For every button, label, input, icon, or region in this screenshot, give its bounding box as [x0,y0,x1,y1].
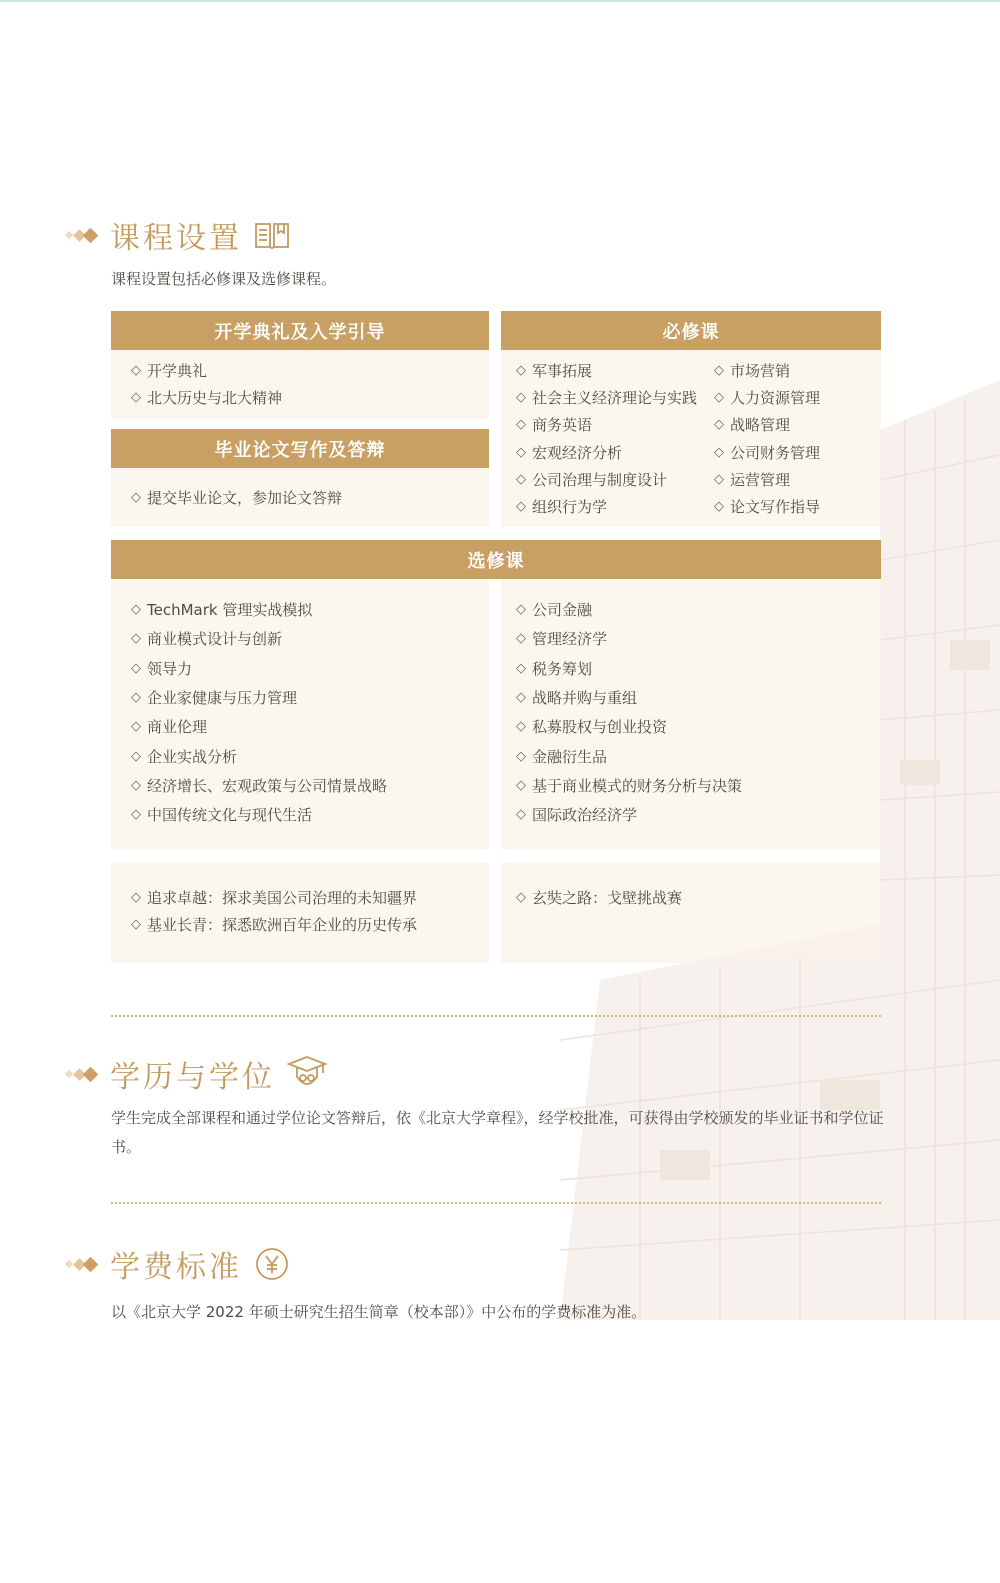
elective-list-right [516,595,742,829]
tuition-section-header [64,1242,290,1286]
opening-title-bar: 开学典礼及入学引导 [111,311,489,350]
extra-list-left [131,884,417,938]
extra-list-right [516,884,682,911]
list-item: ◇ 税务筹划 [516,654,742,683]
list-item: ◇ 公司治理与制度设计 [516,466,697,493]
list-item: ◇ 私募股权与创业投资 [516,712,742,741]
list-item: ◇ 运营管理 [714,466,820,493]
thesis-list [131,484,342,511]
dotted-divider [111,1202,881,1204]
degree-section-title: 学历与学位 [110,1060,275,1095]
dotted-divider [111,1015,881,1017]
course-section-title: 课程设置 [110,221,242,256]
list-item: ◇ 国际政治经济学 [516,800,742,829]
elective-list-left [131,595,387,829]
list-item: ◇ 追求卓越：探求美国公司治理的未知疆界 [131,884,417,911]
list-item: ◇ 基业长青：探悉欧洲百年企业的历史传承 [131,911,417,938]
book-icon [254,220,290,250]
list-item: ◇ 管理经济学 [516,624,742,653]
required-title-bar: 必修课 [501,311,881,350]
list-item: ◇ 玄奘之路：戈壁挑战赛 [516,884,682,911]
list-item: ◇ 企业家健康与压力管理 [131,683,387,712]
list-item: ◇ 金融衍生品 [516,741,742,770]
elective-title-bar: 选修课 [111,540,881,579]
list-item: ◇ 北大历史与北大精神 [131,384,282,411]
list-item: ◇ 社会主义经济理论与实践 [516,384,697,411]
tuition-section-title: 学费标准 [110,1250,242,1285]
list-item: ◇ 领导力 [131,654,387,683]
degree-section-header [64,1052,327,1096]
list-item: ◇ 企业实战分析 [131,741,387,770]
list-item: ◇ 论文写作指导 [714,493,820,520]
list-item: ◇ 战略管理 [714,411,820,438]
diamond-bullets-icon [64,1253,98,1275]
list-item: ◇ 公司财务管理 [714,439,820,466]
list-item: ◇ 市场营销 [714,357,820,384]
tuition-description: 以《北京大学 2022 年硕士研究生招生简章（校本部）》中公布的学费标准为准。 [111,1303,647,1321]
list-item: ◇ 组织行为学 [516,493,697,520]
list-item: ◇ 商务英语 [516,411,697,438]
required-list-right [714,357,820,520]
degree-description: 学生完成全部课程和通过学位论文答辩后，依《北京大学章程》，经学校批准，可获得由学校颁发的毕业证书和学位证书。 [111,1109,884,1156]
diamond-bullets-icon [64,1063,98,1085]
list-item: ◇ 人力资源管理 [714,384,820,411]
course-section-header [64,213,290,257]
list-item: ◇ 战略并购与重组 [516,683,742,712]
list-item: ◇ 商业伦理 [131,712,387,741]
thesis-title-bar: 毕业论文写作及答辩 [111,429,489,468]
list-item: ◇ 商业模式设计与创新 [131,624,387,653]
opening-list [131,357,282,411]
list-item: ◇ 中国传统文化与现代生活 [131,800,387,829]
list-item: ◇ 军事拓展 [516,357,697,384]
course-description: 课程设置包括必修课及选修课程。 [111,270,337,288]
graduate-cap-icon [287,1055,327,1093]
diamond-bullets-icon [64,224,98,246]
list-item: ◇ 基于商业模式的财务分析与决策 [516,771,742,800]
list-item: ◇ TechMark 管理实战模拟 [131,595,387,624]
list-item: ◇ 提交毕业论文，参加论文答辩 [131,484,342,511]
yuan-coin-icon [254,1246,290,1282]
list-item: ◇ 经济增长、宏观政策与公司情景战略 [131,771,387,800]
extra-card-right [501,863,881,963]
list-item: ◇ 宏观经济分析 [516,439,697,466]
required-list-left [516,357,697,520]
list-item: ◇ 开学典礼 [131,357,282,384]
list-item: ◇ 公司金融 [516,595,742,624]
